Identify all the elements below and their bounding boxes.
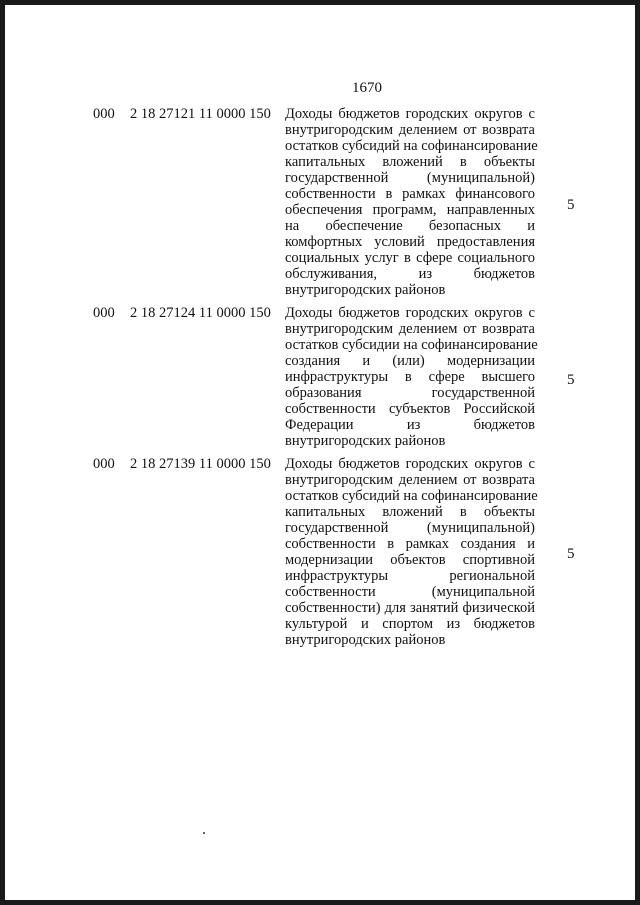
description-line: Доходы бюджетов городских округов с	[285, 456, 535, 472]
description-line: модернизации объектов спортивной	[285, 552, 535, 568]
budget-classification-code: 2 18 27139 11 0000 150	[130, 456, 271, 472]
page-number: 1670	[352, 80, 382, 96]
row-value: 5	[567, 197, 575, 213]
row-description	[285, 305, 538, 449]
description-line: Доходы бюджетов городских округов с	[285, 106, 535, 122]
scan-border-right	[635, 0, 640, 905]
description-line: обеспечения программ, направленных	[285, 202, 535, 218]
row-value: 5	[567, 372, 575, 388]
description-line: капитальных вложений в объекты	[285, 504, 535, 520]
description-line: остатков субсидий на софинансирование	[285, 138, 538, 154]
row-description	[285, 456, 538, 648]
description-line: внутригородским делением от возврата	[285, 472, 535, 488]
description-line: внутригородских районов	[285, 433, 446, 449]
row-description	[285, 106, 538, 298]
description-line: капитальных вложений в объекты	[285, 154, 535, 170]
description-line: Доходы бюджетов городских округов с	[285, 305, 535, 321]
description-line: Федерации из бюджетов	[285, 417, 535, 433]
admin-code: 000	[93, 305, 115, 321]
description-line: образования государственной	[285, 385, 535, 401]
description-line: остатков субсидий на софинансирование	[285, 488, 538, 504]
scan-speck	[203, 832, 205, 834]
description-line: собственности в рамках финансового	[285, 186, 535, 202]
scan-border-top	[0, 0, 640, 5]
description-line: культурой и спортом из бюджетов	[285, 616, 535, 632]
admin-code: 000	[93, 106, 115, 122]
description-line: создания и (или) модернизации	[285, 353, 535, 369]
description-line: внутригородским делением от возврата	[285, 321, 535, 337]
admin-code: 000	[93, 456, 115, 472]
row-value: 5	[567, 546, 575, 562]
budget-classification-code: 2 18 27121 11 0000 150	[130, 106, 271, 122]
description-line: внутригородским делением от возврата	[285, 122, 535, 138]
description-line: собственности) для занятий физической	[285, 600, 535, 616]
description-line: инфраструктуры региональной	[285, 568, 535, 584]
description-line: внутригородских районов	[285, 632, 446, 648]
budget-classification-code: 2 18 27124 11 0000 150	[130, 305, 271, 321]
description-line: государственной (муниципальной)	[285, 170, 535, 186]
description-line: инфраструктуры в сфере высшего	[285, 369, 535, 385]
description-line: обслуживания, из бюджетов	[285, 266, 535, 282]
description-line: комфортных условий предоставления	[285, 234, 535, 250]
description-line: государственной (муниципальной)	[285, 520, 535, 536]
description-line: собственности (муниципальной	[285, 584, 535, 600]
description-line: собственности субъектов Российской	[285, 401, 535, 417]
description-line: социальных услуг в сфере социального	[285, 250, 535, 266]
description-line: собственности в рамках создания и	[285, 536, 535, 552]
description-line: остатков субсидии на софинансирование	[285, 337, 538, 353]
description-line: на обеспечение безопасных и	[285, 218, 535, 234]
scan-border-bottom	[0, 900, 640, 905]
scan-border-left	[0, 0, 5, 905]
description-line: внутригородских районов	[285, 282, 446, 298]
